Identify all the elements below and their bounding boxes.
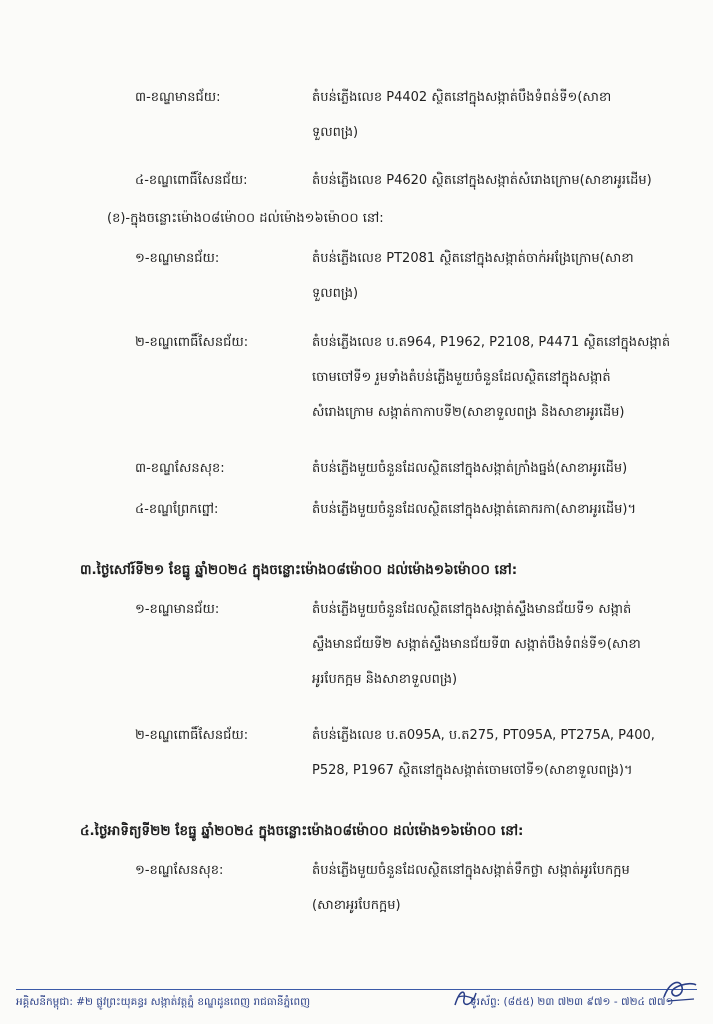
item-description: តំបន់ភ្លើងមួយចំនួនដែលស្ថិតនៅក្នុងសង្កាត់ក្រាំងធ្នង់(សាខាអូរដើម) [312, 461, 628, 476]
item-description: តំបន់ភ្លើងលេខ P4620 ស្ថិតនៅក្នុងសង្កាត់សំរោងក្រោម(សាខាអូរដើម) [312, 173, 652, 188]
item-label: ៤-ខណ្ឌព្រែកព្នៅ: [135, 502, 219, 517]
handwritten-signature-icon [660, 975, 700, 1003]
footer-divider [16, 989, 697, 990]
section-b-heading: (ខ)-ក្នុងចន្លោះម៉ោង០៨ម៉ោ០០ ដល់ម៉ោង១៦ម៉ោ០០ នៅ: [107, 211, 384, 226]
item-label: ១-ខណ្ឌមានជ័យ: [135, 602, 220, 617]
section-4-heading: ៤.ថ្ងៃអាទិត្យទី២២ ខែធ្នូ ឆ្នាំ២០២៤ ក្នុងចន្លោះម៉ោង០៨ម៉ោ០០ ដល់ម៉ោង១៦ម៉ោ០០ នៅ: [80, 823, 524, 839]
item-description: តំបន់ភ្លើងមួយចំនួនដែលស្ថិតនៅក្នុងសង្កាត់ស្ទឹងមានជ័យទី១ សង្កាត់ ស្ទឹងមានជ័យទី២ សង្កាត់ស្ទឹងមានជ័យទី៣ សង្កាត់បឹងទំពន់ទី១(សាខា អូរបែកក្អម និងសាខាទួលពង្រ) [312, 602, 641, 687]
item-description: តំបន់ភ្លើងមួយចំនួនដែលស្ថិតនៅក្នុងសង្កាត់គោករកា(សាខាអូរដើម)។ [312, 502, 637, 517]
item-description: តំបន់ភ្លើងមួយចំនួនដែលស្ថិតនៅក្នុងសង្កាត់ទឹកថ្លា សង្កាត់អូរបែកក្អម (សាខាអូរបែកក្អម) [312, 863, 630, 913]
section-3-heading: ៣.ថ្ងៃសៅរ៍ទី២១ ខែធ្នូ ឆ្នាំ២០២៤ ក្នុងចន្លោះម៉ោង០៨ម៉ោ០០ ដល់ម៉ោង១៦ម៉ោ០០ នៅ: [80, 562, 518, 578]
item-label: ១-ខណ្ឌសែនសុខ: [135, 863, 224, 878]
item-label: ៣-ខណ្ឌសែនសុខ: [135, 461, 225, 476]
item-label: ៤-ខណ្ឌពោធិ៍សែនជ័យ: [135, 173, 248, 188]
item-description: តំបន់ភ្លើងលេខ P4402 ស្ថិតនៅក្នុងសង្កាត់បឹងទំពន់ទី១(សាខា ទួលពង្រ) [312, 90, 612, 140]
item-description: តំបន់ភ្លើងលេខ ប.ត964, P1962, P2108, P4471 ស្ថិតនៅក្នុងសង្កាត់ ចោមចៅទី១ រួមទាំងតំបន់ភ្លើងមួយចំនួនដែលស្ថិតនៅក្នុងសង្កាត់ សំរោងក្រោម សង្កាត់កាកាបទី២(សាខាទួលពង្រ និងសាខាអូរដើម) [312, 335, 671, 420]
item-description: តំបន់ភ្លើងលេខ PT2081 ស្ថិតនៅក្នុងសង្កាត់ចាក់អង្រែក្រោម(សាខា ទួលពង្រ) [312, 251, 634, 301]
item-label: ៣-ខណ្ឌមានជ័យ: [135, 90, 221, 105]
item-description: តំបន់ភ្លើងលេខ ប.ត095A, ប.ត275, PT095A, PT275A, P400, P528, P1967 ស្ថិតនៅក្នុងសង្កាត់ចោមចៅទី១(សាខាទួលពង្រ)។ [312, 728, 655, 778]
item-label: ១-ខណ្ឌមានជ័យ: [135, 251, 220, 266]
footer-address: អគ្គិសនីកម្ពុជា: #២ ផ្លូវព្រះយុគន្ធរ សង្កាត់វត្តភ្នំ ខណ្ឌដូនពេញ រាជធានីភ្នំពេញ [16, 996, 311, 1008]
item-label: ២-ខណ្ឌពោធិ៍សែនជ័យ: [135, 728, 249, 743]
footer-phone: ទូរស័ព្ទ: (៨៥៥) ២៣ ៧២៣ ៩៧១ - ៧២៤ ៧៧១ [470, 996, 674, 1008]
item-label: ២-ខណ្ឌពោធិ៍សែនជ័យ: [135, 335, 249, 350]
